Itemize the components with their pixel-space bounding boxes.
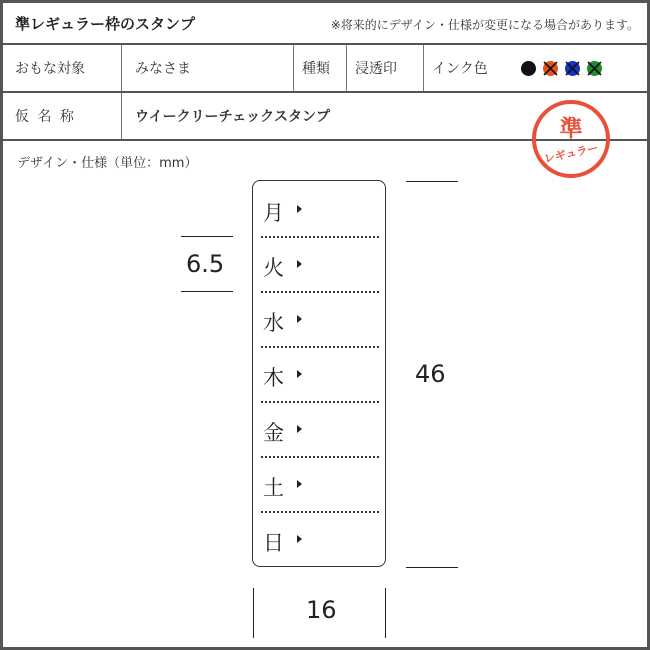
day-row — [253, 293, 385, 348]
day-label: 月 — [263, 201, 284, 225]
divider — [346, 45, 347, 91]
info-row — [3, 45, 647, 93]
dimension-line — [181, 236, 233, 237]
badge-sub-text: レギュラー — [542, 141, 600, 166]
regular-badge-stamp — [530, 98, 612, 180]
arrow-right-icon — [297, 370, 302, 378]
ink-color-dot — [521, 61, 536, 76]
dimension-line — [181, 291, 233, 292]
day-label: 金 — [263, 421, 284, 445]
header — [3, 3, 647, 45]
day-row — [253, 403, 385, 458]
design-label: デザイン・仕様（単位：mm） — [17, 156, 198, 171]
ink-color-dot — [543, 61, 558, 76]
day-label: 木 — [263, 366, 284, 390]
target-value: みなさま — [135, 61, 191, 77]
arrow-right-icon — [297, 205, 302, 213]
header-note: ※将来的にデザイン・仕様が変更になる場合があります。 — [330, 18, 639, 32]
width-dimension: 16 — [306, 596, 337, 624]
ink-color-dot — [565, 61, 580, 76]
ink-color-dot — [587, 61, 602, 76]
height-dimension: 46 — [415, 360, 446, 388]
badge-main-char: 準 — [559, 116, 583, 142]
unavailable-cross-icon — [587, 61, 602, 76]
type-value: 浸透印 — [355, 61, 397, 77]
day-label: 土 — [263, 476, 284, 500]
dimension-line — [406, 181, 458, 182]
arrow-right-icon — [297, 480, 302, 488]
day-label: 水 — [263, 311, 284, 335]
divider — [423, 45, 424, 91]
divider — [121, 45, 122, 91]
day-row — [253, 183, 385, 238]
ink-color-swatches — [521, 45, 609, 91]
dimension-line — [253, 588, 254, 638]
dimension-line — [385, 588, 386, 638]
arrow-right-icon — [297, 315, 302, 323]
stamp-design — [252, 180, 386, 567]
day-row — [253, 513, 385, 568]
ink-label: インク色 — [432, 61, 488, 77]
name-value: ウイークリーチェックスタンプ — [135, 109, 331, 125]
divider — [121, 93, 122, 139]
day-row — [253, 238, 385, 293]
arrow-right-icon — [297, 260, 302, 268]
arrow-right-icon — [297, 535, 302, 543]
name-label: 仮 名 称 — [15, 109, 76, 125]
dimension-line — [406, 567, 458, 568]
divider — [293, 45, 294, 91]
unavailable-cross-icon — [565, 61, 580, 76]
day-label: 火 — [263, 256, 284, 280]
day-label: 日 — [263, 531, 284, 555]
arrow-right-icon — [297, 425, 302, 433]
day-row — [253, 458, 385, 513]
target-label: おもな対象 — [15, 61, 85, 77]
unavailable-cross-icon — [543, 61, 558, 76]
day-row — [253, 348, 385, 403]
row-height-dimension: 6.5 — [186, 250, 225, 278]
page-title: 準レギュラー枠のスタンプ — [15, 15, 196, 33]
type-label: 種類 — [302, 61, 330, 77]
